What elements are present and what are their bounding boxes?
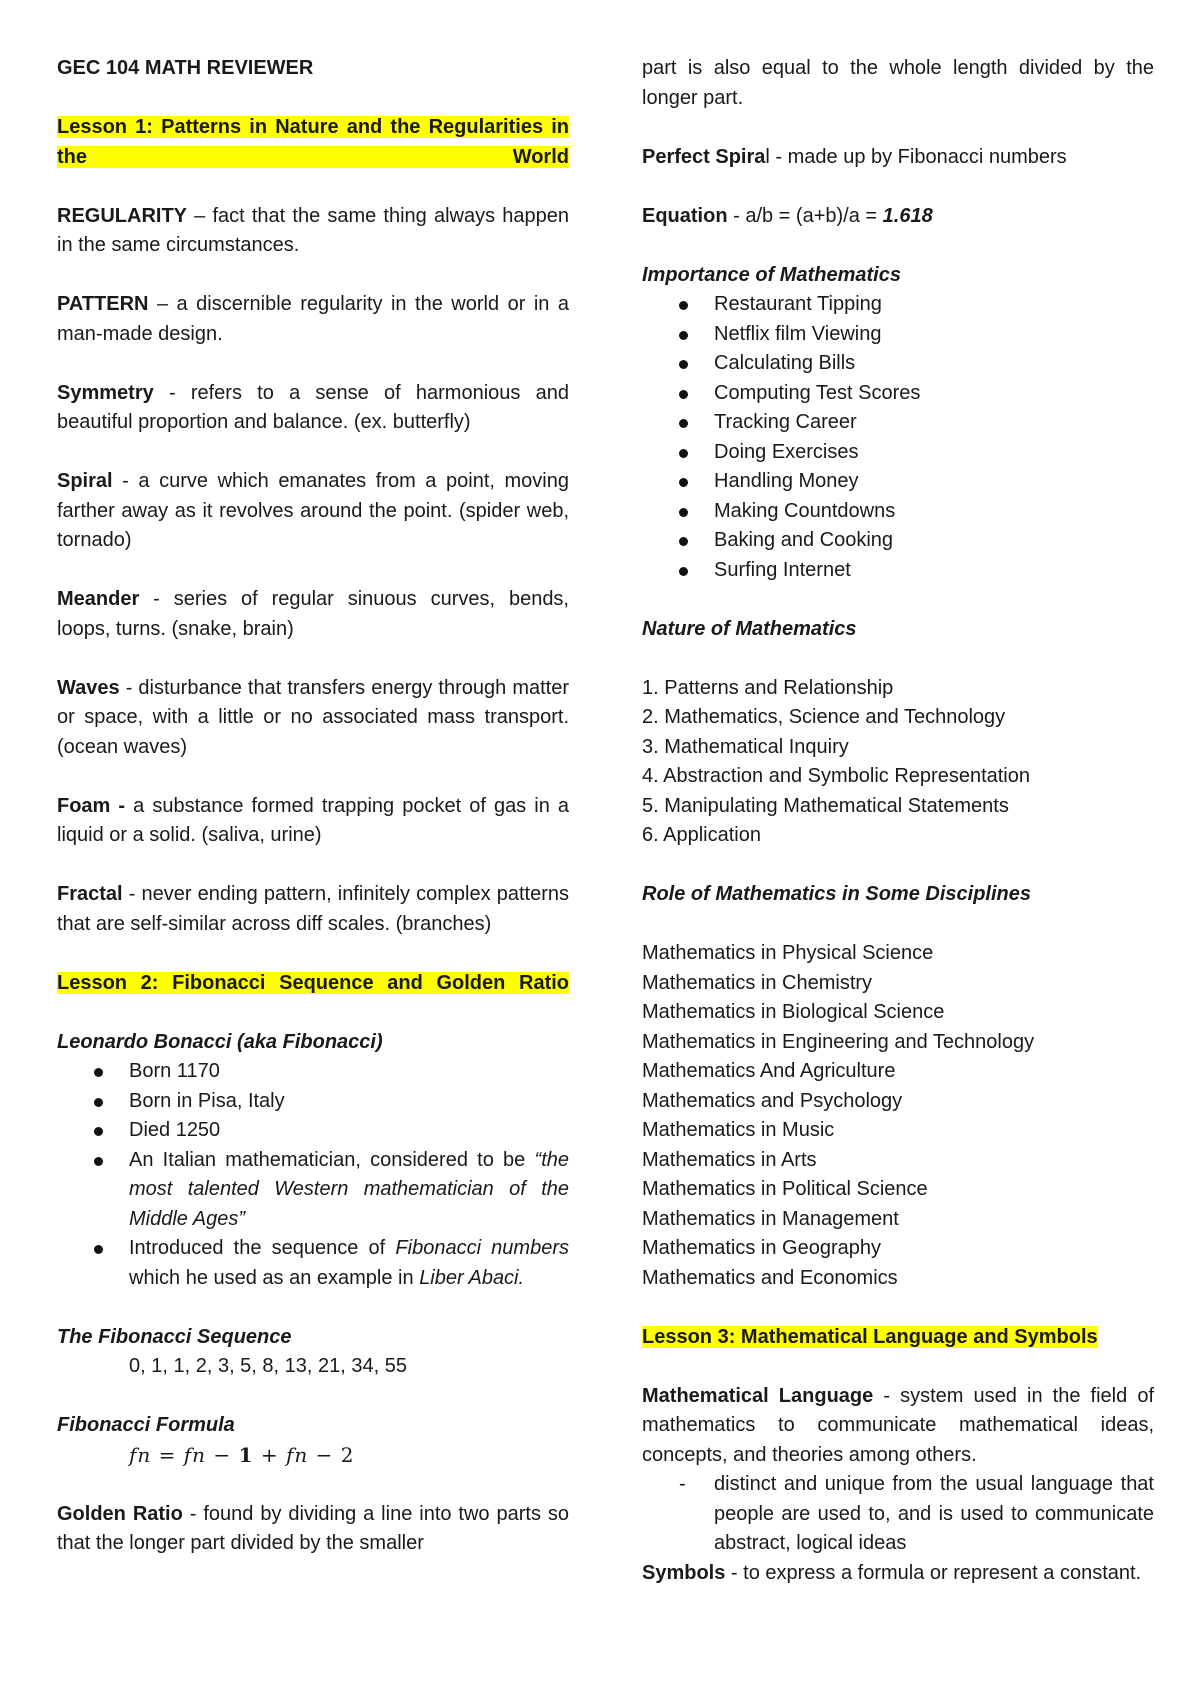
bullet-icon xyxy=(679,567,688,576)
symbols-definition: Symbols - to express a formula or represent a constant. xyxy=(642,1561,1142,1584)
golden-ratio-definition: Golden Ratio - found by dividing a line into two parts so that the longer part divided by the smaller xyxy=(57,1502,569,1554)
fibonacci-bio-list xyxy=(57,1057,569,1293)
lesson-1-heading: Lesson 1: Patterns in Nature and the Regularities in the World xyxy=(57,116,569,168)
lesson-2-heading: Lesson 2: Fibonacci Sequence and Golden Ratio xyxy=(57,971,569,994)
bullet-icon xyxy=(679,390,688,399)
list-item: Mathematics in Biological Science xyxy=(642,1001,945,1023)
fibonacci-formula-title: Fibonacci Formula xyxy=(57,1414,235,1436)
list-item: Mathematics in Geography xyxy=(642,1237,882,1259)
fibonacci-sequence: 0, 1, 1, 2, 3, 5, 8, 13, 21, 34, 55 xyxy=(129,1355,407,1377)
dash-marker: - xyxy=(679,1473,686,1495)
right-column xyxy=(642,54,1154,1588)
document-title: GEC 104 MATH REVIEWER xyxy=(57,57,314,79)
fibonacci-bio-title: Leonardo Bonacci (aka Fibonacci) xyxy=(57,1030,383,1053)
term-symmetry: Symmetry - refers to a sense of harmonious and beautiful proportion and balance. (ex. butterfly) xyxy=(57,381,569,433)
list-item: 6. Application xyxy=(642,824,761,846)
list-item: Died 1250 xyxy=(57,1116,569,1146)
list-item: 2. Mathematics, Science and Technology xyxy=(642,706,1006,728)
left-column xyxy=(57,54,569,1559)
bullet-icon xyxy=(679,360,688,369)
list-item: 4. Abstraction and Symbolic Representation xyxy=(642,765,1030,787)
list-item: Handling Money xyxy=(642,467,1154,497)
role-title: Role of Mathematics in Some Disciplines xyxy=(642,883,1031,905)
bullet-icon xyxy=(94,1127,103,1136)
list-item: Mathematics in Political Science xyxy=(642,1178,928,1200)
bullet-icon xyxy=(679,449,688,458)
list-item: 5. Manipulating Mathematical Statements xyxy=(642,794,1009,817)
list-item: Surfing Internet xyxy=(642,556,1154,586)
nature-list xyxy=(642,674,1154,851)
term-spiral: Spiral - a curve which emanates from a point, moving farther away as it revolves around the point. (spider web, tornado) xyxy=(57,470,569,551)
perfect-spiral: Perfect Spiral - made up by Fibonacci numbers xyxy=(642,145,1067,168)
list-item: 3. Mathematical Inquiry xyxy=(642,735,849,758)
fibonacci-sequence-title: The Fibonacci Sequence xyxy=(57,1325,292,1348)
list-item: Mathematics in Music xyxy=(642,1119,835,1141)
golden-ratio-definition-cont: part is also equal to the whole length divided by the longer part. xyxy=(642,57,1154,109)
list-item: Restaurant Tipping xyxy=(642,290,1154,320)
list-item: Mathematics in Chemistry xyxy=(642,971,873,994)
fibonacci-formula: fn = fn − 1 + fn − 2 xyxy=(129,1442,355,1467)
bullet-icon xyxy=(94,1068,103,1077)
list-item: Mathematics in Physical Science xyxy=(642,942,934,964)
nature-title: Nature of Mathematics xyxy=(642,617,857,640)
bullet-icon xyxy=(679,301,688,310)
list-item: Mathematics and Economics xyxy=(642,1266,898,1289)
bullet-icon xyxy=(679,419,688,428)
list-item: Netflix film Viewing xyxy=(642,320,1154,350)
importance-list xyxy=(642,290,1154,585)
importance-title: Importance of Mathematics xyxy=(642,263,901,286)
list-item: Born 1170 xyxy=(57,1057,569,1087)
lesson-3-heading: Lesson 3: Mathematical Language and Symbols xyxy=(642,1325,1098,1348)
term-meander: Meander - series of regular sinuous curves, bends, loops, turns. (snake, brain) xyxy=(57,588,569,640)
list-item: Baking and Cooking xyxy=(642,526,1154,556)
bullet-icon xyxy=(679,537,688,546)
list-item: An Italian mathematician, considered to be “the most talented Western mathematician of the Middle Ages” xyxy=(57,1146,569,1235)
bullet-icon xyxy=(679,508,688,517)
list-item: Mathematics And Agriculture xyxy=(642,1060,896,1082)
list-item: Born in Pisa, Italy xyxy=(57,1087,569,1117)
term-foam: Foam - a substance formed trapping pocket of gas in a liquid or a solid. (saliva, urine) xyxy=(57,794,570,846)
list-item: Making Countdowns xyxy=(642,497,1154,527)
list-item: Mathematics in Engineering and Technology xyxy=(642,1030,1035,1053)
list-item: Mathematics in Management xyxy=(642,1207,899,1230)
term-regularity: REGULARITY – fact that the same thing always happen in the same circumstances. xyxy=(57,204,569,256)
bullet-icon xyxy=(94,1098,103,1107)
list-item: Mathematics and Psychology xyxy=(642,1089,903,1112)
term-fractal: Fractal - never ending pattern, infinitely complex patterns that are self-similar across diff scales. (branches) xyxy=(57,883,569,935)
term-waves: Waves - disturbance that transfers energy through matter or space, with a little or no associated mass transport. (ocean waves) xyxy=(57,676,569,758)
list-item: Introduced the sequence of Fibonacci numbers which he used as an example in Liber Abaci. xyxy=(57,1234,569,1293)
list-item: 1. Patterns and Relationship xyxy=(642,676,894,699)
list-item: Doing Exercises xyxy=(642,438,1154,468)
list-item: Computing Test Scores xyxy=(642,379,1154,409)
math-language-subpoint: - distinct and unique from the usual language that people are used to, and is used to communicate abstract, logical ideas xyxy=(642,1470,1154,1559)
bullet-icon xyxy=(679,478,688,487)
math-language-definition: Mathematical Language - system used in the field of mathematics to communicate mathematical ideas, concepts, and theories among others. xyxy=(642,1384,1155,1466)
bullet-icon xyxy=(94,1245,103,1254)
list-item: Calculating Bills xyxy=(642,349,1154,379)
bullet-icon xyxy=(94,1157,103,1166)
bullet-icon xyxy=(679,331,688,340)
golden-equation: Equation - a/b = (a+b)/a = 1.618 xyxy=(642,204,933,227)
list-item: Tracking Career xyxy=(642,408,1154,438)
list-item: Mathematics in Arts xyxy=(642,1148,817,1171)
role-list xyxy=(642,939,1154,1293)
term-pattern: PATTERN – a discernible regularity in the world or in a man-made design. xyxy=(57,293,569,345)
